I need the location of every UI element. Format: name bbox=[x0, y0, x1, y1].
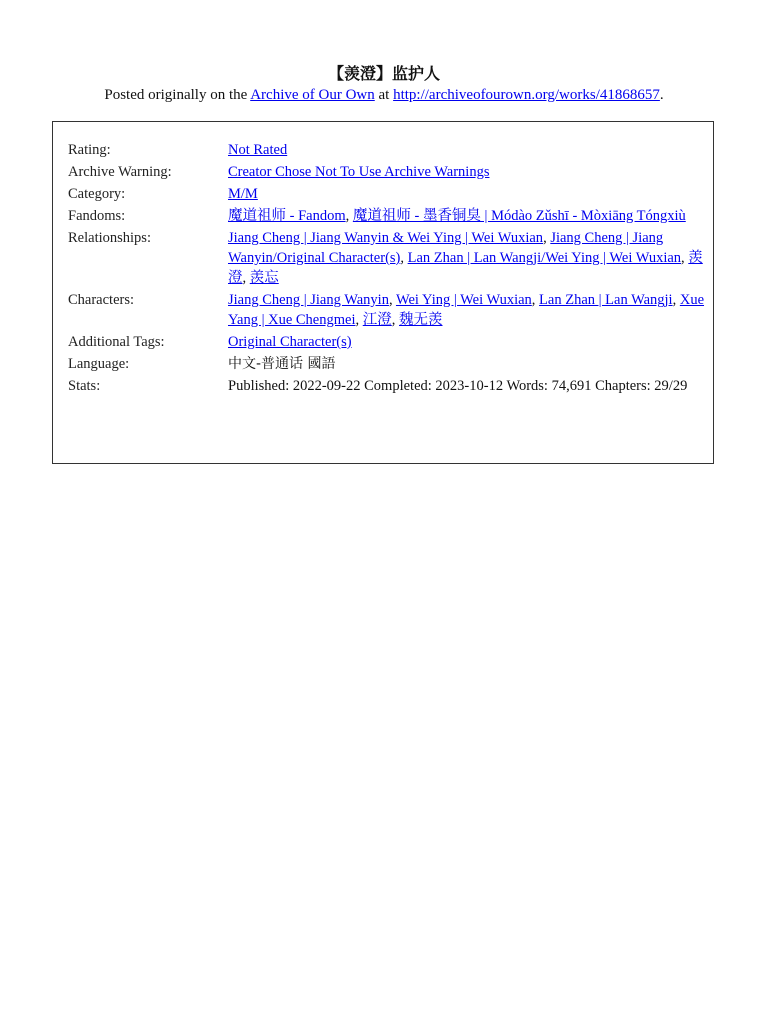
tag-link[interactable]: Xue Yang | Xue Chengmei bbox=[228, 292, 705, 328]
tag-link[interactable]: Original Character(s) bbox=[228, 334, 352, 350]
additional-tags-label: Additional Tags: bbox=[68, 334, 165, 350]
work-url-link[interactable]: http://archiveofourown.org/works/41868657 bbox=[393, 87, 660, 103]
tag-link[interactable]: Wei Ying | Wei Wuxian bbox=[395, 292, 532, 308]
language-label: Language: bbox=[68, 356, 130, 372]
tag-link[interactable]: 羡澄 bbox=[228, 250, 703, 286]
rating-label: Rating: bbox=[68, 142, 111, 158]
tag-link[interactable]: Jiang Cheng | Jiang Wanyin & Wei Ying | Wei Wuxian bbox=[228, 230, 544, 246]
tag-link[interactable]: Jiang Cheng | Jiang Wanyin/Original Character(s) bbox=[228, 230, 664, 266]
archive-link[interactable]: Archive of Our Own bbox=[250, 87, 375, 103]
tag-link[interactable]: Not Rated bbox=[228, 142, 288, 158]
stats-value: Published: 2022-09-22 Completed: 2023-10-12 Words: 74,691 Chapters: 29/29 bbox=[228, 378, 688, 394]
meta-row-warning bbox=[68, 162, 708, 184]
meta-row-fandoms bbox=[68, 206, 708, 228]
posted-line bbox=[0, 85, 768, 105]
tag-link[interactable]: M/M bbox=[228, 186, 258, 202]
characters-label: Characters: bbox=[68, 292, 135, 308]
tag-link[interactable]: Creator Chose Not To Use Archive Warnings bbox=[228, 164, 490, 180]
posted-at: at bbox=[374, 87, 394, 103]
posted-prefix: Posted originally on the bbox=[104, 87, 251, 103]
stats-label: Stats: bbox=[68, 378, 101, 394]
tag-link[interactable]: Jiang Cheng | Jiang Wanyin bbox=[228, 292, 389, 308]
tag-link[interactable]: 魔道祖师 - 墨香铜臭 | Módào Zǔshī - Mòxiāng Tóngxiù bbox=[352, 208, 686, 224]
tag-link[interactable]: Lan Zhan | Lan Wangji bbox=[539, 292, 673, 308]
relationships-label: Relationships: bbox=[68, 230, 151, 246]
meta-row-stats bbox=[68, 376, 708, 398]
fandom-tags: 魔道祖师 - Fandom, 魔道祖师 - 墨香铜臭 | Módào Zǔshī - Mòxiāng Tóngxiù bbox=[228, 208, 686, 224]
character-tags: Jiang Cheng | Jiang Wanyin, Wei Ying | Wei Wuxian, Lan Zhan | Lan Wangji, Xue Yang | Xue Chengmei, 江澄, 魏无羡 bbox=[228, 292, 705, 328]
meta-row-characters bbox=[68, 290, 708, 332]
meta-row-additional-tags bbox=[68, 332, 708, 354]
warning-label: Archive Warning: bbox=[68, 164, 172, 180]
tag-link[interactable]: Lan Zhan | Lan Wangji/Wei Ying | Wei Wuxian bbox=[407, 250, 682, 266]
rating-tags bbox=[228, 140, 708, 162]
work-meta-box bbox=[52, 121, 714, 464]
meta-row-relationships bbox=[68, 228, 708, 290]
category-tags bbox=[228, 184, 708, 206]
tag-link[interactable]: 魔道祖师 - Fandom bbox=[228, 208, 346, 224]
additional-tags bbox=[228, 332, 708, 354]
meta-row-language bbox=[68, 354, 708, 376]
meta-row-category bbox=[68, 184, 708, 206]
meta-row-rating bbox=[68, 140, 708, 162]
relationship-tags: Jiang Cheng | Jiang Wanyin & Wei Ying | Wei Wuxian, Jiang Cheng | Jiang Wanyin/Original Character(s), Lan Zhan | Lan Wangji/Wei Ying | Wei Wuxian, 羡澄, 羡忘 bbox=[228, 230, 703, 286]
tag-link[interactable]: 羡忘 bbox=[249, 270, 279, 286]
posted-suffix: . bbox=[659, 87, 664, 103]
work-meta-table bbox=[68, 140, 708, 398]
category-label: Category: bbox=[68, 186, 126, 202]
warning-tags bbox=[228, 162, 708, 184]
language-value: 中文-普通话 國語 bbox=[228, 356, 336, 372]
fandoms-label: Fandoms: bbox=[68, 208, 126, 224]
tag-link[interactable]: 魏无羡 bbox=[399, 312, 443, 328]
work-title: 【羡澄】监护人 bbox=[327, 64, 440, 83]
tag-link[interactable]: 江澄 bbox=[362, 312, 392, 328]
